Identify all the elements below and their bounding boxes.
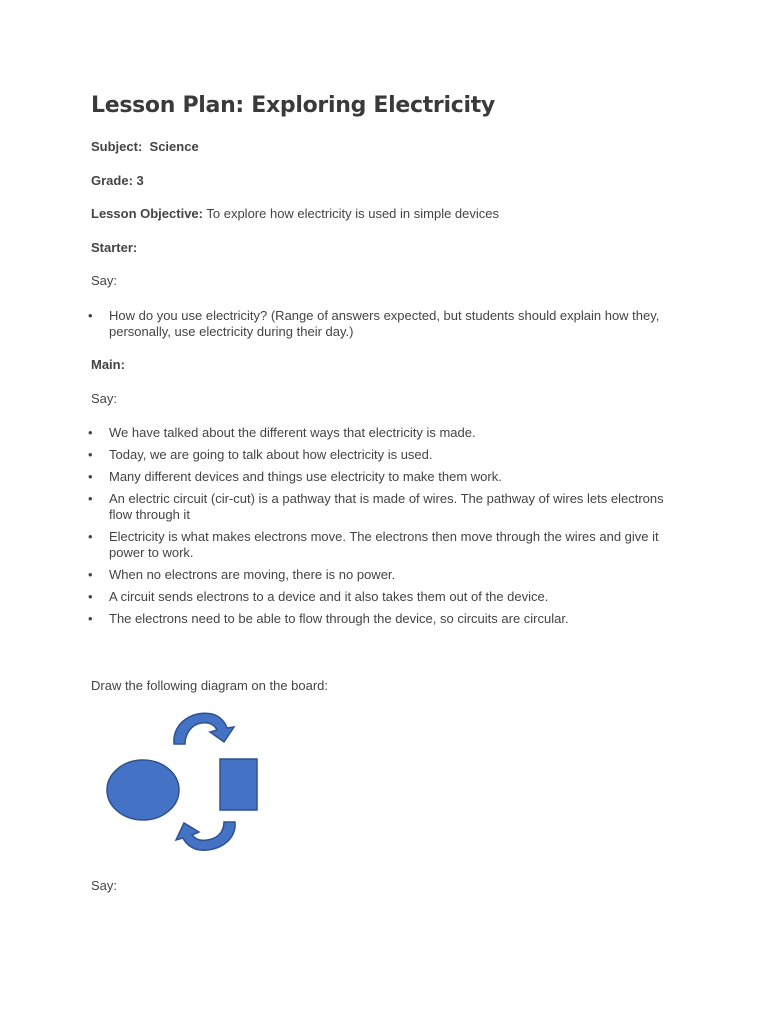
bullet-text-cont: flow through it <box>109 507 190 522</box>
list-item <box>91 491 691 523</box>
objective-value: To explore how electricity is used in simple devices <box>206 206 500 221</box>
bullet-text: We have talked about the different ways that electricity is made. <box>109 425 476 440</box>
bullet-text: Many different devices and things use electricity to make them work. <box>109 469 502 484</box>
list-item <box>91 447 691 463</box>
starter-heading: Starter: <box>91 240 138 255</box>
bullet-line-2: personally, use electricity during their day.) <box>109 324 354 339</box>
subject-value: Science <box>149 139 199 154</box>
bullet-text: When no electrons are moving, there is no power. <box>109 567 396 582</box>
objective-line <box>91 206 499 222</box>
list-item <box>91 589 691 605</box>
objective-label: Lesson Objective: <box>91 206 203 221</box>
diagram-instruction: Draw the following diagram on the board: <box>91 678 329 693</box>
bullet-text: Today, we are going to talk about how electricity is used. <box>109 447 433 462</box>
list-item <box>91 567 691 583</box>
bullet-text: The electrons need to be able to flow through the device, so circuits are circular. <box>109 611 569 626</box>
bullet-text: Electricity is what makes electrons move. The electrons then move through the wires and give it <box>109 529 659 544</box>
starter-say: Say: <box>91 273 118 288</box>
main-heading: Main: <box>91 357 125 372</box>
grade-label: Grade: <box>91 173 133 188</box>
rectangle-shape <box>220 759 257 810</box>
closing-say: Say: <box>91 878 118 893</box>
list-item <box>91 425 691 441</box>
list-item <box>91 529 691 561</box>
top-curved-arrow-icon <box>174 713 234 744</box>
bullet-line-1: How do you use electricity? (Range of answers expected, but students should explain how they, <box>109 308 660 323</box>
bullet-text: A circuit sends electrons to a device and it also takes them out of the device. <box>109 589 549 604</box>
subject-label: Subject: <box>91 139 143 154</box>
list-item <box>91 469 691 485</box>
subject-line <box>91 139 199 155</box>
bullet-text: An electric circuit (cir-cut) is a pathway that is made of wires. The pathway of wires lets electrons <box>109 491 664 506</box>
page-title: Lesson Plan: Exploring Electricity <box>91 93 495 118</box>
list-item <box>91 611 691 627</box>
starter-bullet-list <box>91 308 691 340</box>
circle-shape <box>107 760 179 820</box>
main-say: Say: <box>91 391 118 406</box>
grade-value: 3 <box>136 173 144 188</box>
main-bullet-list <box>91 425 691 627</box>
grade-line <box>91 173 144 189</box>
bullet-text-cont: power to work. <box>109 545 194 560</box>
list-item <box>91 308 691 340</box>
bottom-curved-arrow-icon <box>176 822 235 850</box>
circuit-diagram <box>104 708 264 856</box>
